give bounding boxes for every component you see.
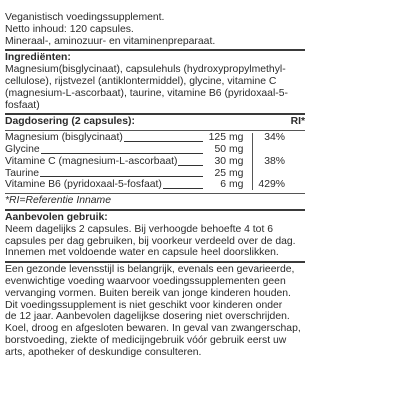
- ingredients-section: [5, 52, 305, 111]
- usage-line: capsules per dag gebruiken, bij voorkeur verdeeld over de dag.: [5, 235, 296, 247]
- dosage-heading: Dagdosering (2 capsules):: [5, 116, 135, 128]
- dosage-divider: [5, 130, 305, 131]
- dosage-amount: 50: [214, 143, 226, 155]
- dosage-row: [5, 179, 305, 191]
- warning-line: Een gezonde levensstijl is belangrijk, evenals een gevarieerde,: [5, 264, 295, 276]
- dosage-unit: mg: [229, 179, 244, 191]
- ingredients-line: Magnesium(bisglycinaat), capsulehuls (hydroxypropylmethyl-: [5, 64, 286, 76]
- dosage-nutrient: Vitamine C (magnesium-L-ascorbaat): [5, 155, 178, 167]
- ri-heading: RI*: [290, 116, 305, 128]
- dosage-unit: mg: [229, 155, 244, 167]
- warning-line: arts, apotheker of deskundige consulteren.: [5, 346, 202, 358]
- warning-line: borstvoeding, ziekte of medicijngebruik vóór gebruik eerst uw: [5, 334, 287, 346]
- dosage-nutrient: Taurine: [5, 167, 40, 179]
- dosage-row: [5, 144, 305, 156]
- dosage-leader-line: [124, 141, 203, 142]
- dosage-nutrient: Magnesium (bisglycinaat): [5, 132, 123, 144]
- dosage-row: [5, 132, 305, 144]
- dosage-leader-line: [40, 176, 203, 177]
- dosage-table: [5, 132, 305, 191]
- dosage-amount: 30: [214, 155, 226, 167]
- intro-line: Mineraal-, aminozuur- en vitaminenpreparaat.: [5, 35, 216, 47]
- dosage-leader-line: [41, 153, 203, 154]
- ingredients-line: cellulose), rijstvezel (antiklontermiddel), glycine, vitamine C: [5, 75, 277, 87]
- usage-line: Innemen met voldoende water en capsule heel doorslikken.: [5, 247, 279, 259]
- dosage-leader-line: [163, 188, 203, 189]
- dosage-divider: [5, 193, 305, 194]
- intro-block: [5, 12, 305, 47]
- warning-line: Dit voedingssupplement is niet geschikt voor kinderen onder: [5, 299, 283, 311]
- dosage-leader-line: [178, 165, 203, 166]
- intro-line: Netto inhoud: 120 capsules.: [5, 23, 134, 35]
- dosage-ri: 429%: [258, 179, 285, 191]
- dosage-ri: 34%: [264, 132, 285, 144]
- dosage-ri: 38%: [264, 155, 285, 167]
- dosage-unit: mg: [229, 167, 244, 179]
- warning-line: vervanging vormen. Buiten bereik van jonge kinderen houden.: [5, 287, 291, 299]
- warning-line: de 12 jaar. Aanbevolen dagelijkse dosering niet overschrijden.: [5, 311, 290, 323]
- warning-line: evenwichtige voeding waarvoor voedingssupplementen geen: [5, 275, 286, 287]
- dosage-row: [5, 156, 305, 168]
- section-divider: [5, 209, 305, 211]
- dosage-nutrient: Glycine: [5, 143, 40, 155]
- warning-line: Koel, droog en afgesloten bewaren. In geval van zwangerschap,: [5, 323, 301, 335]
- ri-column-divider: [252, 133, 253, 190]
- ingredients-line: fosfaat): [5, 99, 40, 111]
- ingredients-heading: Ingrediënten:: [5, 52, 71, 64]
- usage-line: Neem dagelijks 2 capsules. Bij verhoogde behoefte 4 tot 6: [5, 223, 274, 235]
- dosage-amount: 25: [214, 167, 226, 179]
- dosage-section: [5, 116, 305, 207]
- ingredients-line: (magnesium-L-ascorbaat), taurine, vitamine B6 (pyridoxaal-5-: [5, 87, 288, 99]
- section-divider: [5, 261, 305, 263]
- dosage-unit: mg: [229, 143, 244, 155]
- dosage-amount: 6: [220, 179, 226, 191]
- usage-section: [5, 212, 305, 259]
- ri-footnote: *RI=Referentie Inname: [5, 195, 111, 207]
- supplement-label: [5, 12, 305, 359]
- dosage-header: [5, 116, 305, 128]
- section-divider: [5, 49, 305, 51]
- dosage-row: [5, 168, 305, 180]
- section-divider: [5, 113, 305, 115]
- dosage-unit: mg: [229, 132, 244, 144]
- warnings-section: [5, 264, 305, 358]
- dosage-amount: 125: [208, 132, 226, 144]
- usage-heading: Aanbevolen gebruik:: [5, 211, 108, 223]
- intro-line: Veganistisch voedingssupplement.: [5, 12, 165, 23]
- dosage-nutrient: Vitamine B6 (pyridoxaal-5-fosfaat): [5, 179, 162, 191]
